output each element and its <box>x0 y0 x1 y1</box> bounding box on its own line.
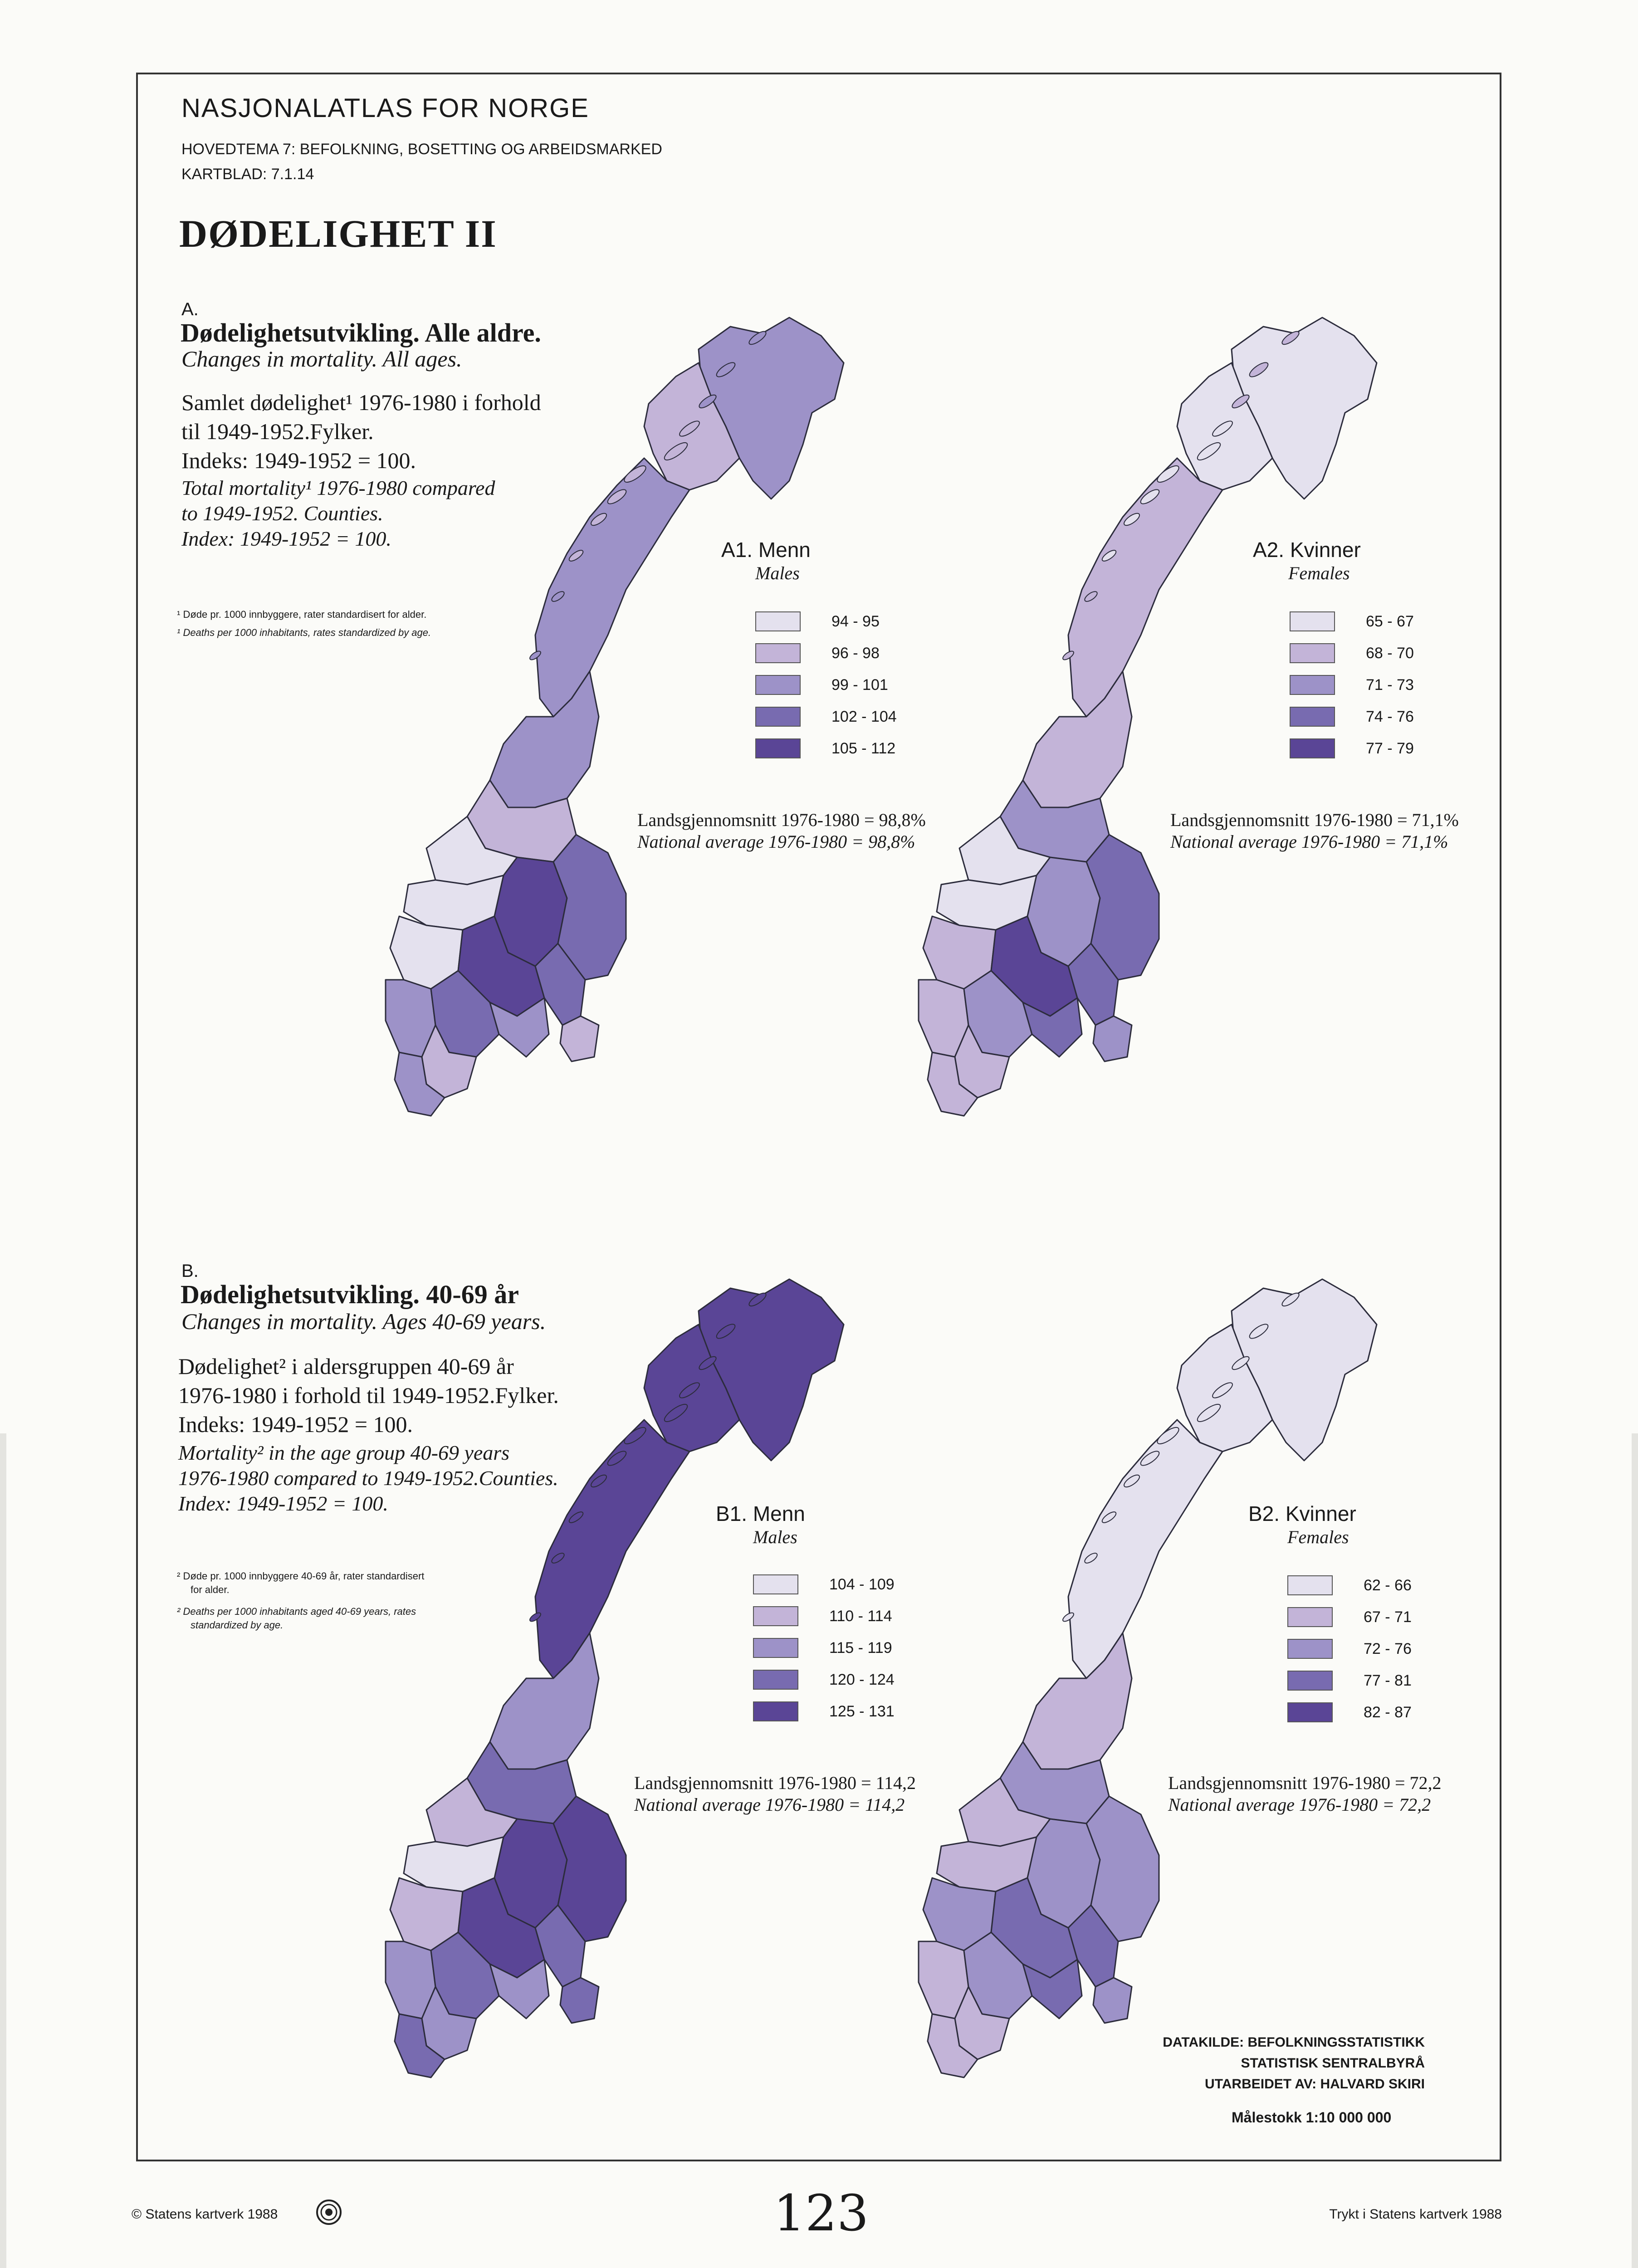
map-b1-average: Landsgjennomsnitt 1976-1980 = 114,2 <box>634 1773 916 1793</box>
legend-swatch <box>755 707 801 727</box>
legend-swatch <box>753 1670 798 1690</box>
section-a-desc-en-1: Total mortality¹ 1976-1980 compared <box>181 476 495 499</box>
section-a-footnote-en: ¹ Deaths per 1000 inhabitants, rates standardized by age. <box>177 627 431 638</box>
credits-agency: STATISTISK SENTRALBYRÅ <box>1241 2056 1425 2071</box>
legend-label: 104 - 109 <box>829 1575 895 1593</box>
legend-label: 62 - 66 <box>1364 1576 1412 1594</box>
legend-label: 72 - 76 <box>1364 1640 1412 1657</box>
county-ostfold <box>1093 1016 1132 1061</box>
map-a1-average: Landsgjennomsnitt 1976-1980 = 98,8% <box>637 810 926 830</box>
legend-label: 71 - 73 <box>1366 676 1414 694</box>
map-a2-label: A2. Kvinner <box>1253 538 1361 562</box>
legend-row <box>753 1632 895 1664</box>
legend-label: 94 - 95 <box>831 612 880 630</box>
credits-author: UTARBEIDET AV: HALVARD SKIRI <box>1205 2077 1425 2092</box>
section-b-footnote-en-1: ² Deaths per 1000 inhabitants aged 40-69 years, rates <box>177 1606 416 1617</box>
section-b-letter: B. <box>181 1261 199 1281</box>
map-a1-label-en: Males <box>755 563 800 583</box>
legend-swatch <box>1290 707 1335 727</box>
legend-row <box>1290 606 1414 637</box>
printed-by: Trykt i Statens kartverk 1988 <box>1329 2207 1502 2222</box>
section-a-desc-en-3: Index: 1949-1952 = 100. <box>181 527 391 550</box>
legend-swatch <box>753 1606 798 1626</box>
legend-row <box>1287 1569 1412 1601</box>
legend-a1 <box>755 606 897 764</box>
section-b-title: Dødelighetsutvikling. 40-69 år <box>181 1280 519 1309</box>
legend-label: 65 - 67 <box>1366 612 1414 630</box>
legend-row <box>1287 1696 1412 1728</box>
legend-row <box>753 1664 895 1696</box>
legend-label: 77 - 79 <box>1366 739 1414 757</box>
map-a2-average-en: National average 1976-1980 = 71,1% <box>1170 831 1448 852</box>
legend-swatch <box>755 675 801 695</box>
section-a-desc-no-3: Indeks: 1949-1952 = 100. <box>181 448 416 473</box>
map-a2-average: Landsgjennomsnitt 1976-1980 = 71,1% <box>1170 810 1459 830</box>
legend-label: 115 - 119 <box>829 1639 892 1657</box>
copyright: © Statens kartverk 1988 <box>132 2207 278 2222</box>
legend-row <box>755 701 897 733</box>
legend-label: 102 - 104 <box>831 708 897 725</box>
legend-swatch <box>1287 1671 1333 1691</box>
section-a-title: Dødelighetsutvikling. Alle aldre. <box>181 318 541 347</box>
county-ostfold <box>560 1016 599 1061</box>
legend-label: 82 - 87 <box>1364 1703 1412 1721</box>
map-b2-average-en: National average 1976-1980 = 72,2 <box>1168 1794 1431 1815</box>
section-b-footnote-en-2: standardized by age. <box>191 1619 284 1631</box>
legend-label: 99 - 101 <box>831 676 888 694</box>
legend-row <box>1290 733 1414 764</box>
map-b1-average-en: National average 1976-1980 = 114,2 <box>634 1794 905 1815</box>
legend-label: 77 - 81 <box>1364 1672 1412 1689</box>
section-b-desc-no-1: Dødelighet² i aldersgruppen 40-69 år <box>178 1354 514 1379</box>
legend-swatch <box>1290 611 1335 631</box>
county-ostfold <box>1093 1978 1132 2023</box>
legend-row <box>755 733 897 764</box>
section-b-desc-no-2: 1976-1980 i forhold til 1949-1952.Fylker. <box>178 1383 559 1408</box>
page-number: 123 <box>773 2184 869 2242</box>
legend-swatch <box>755 738 801 758</box>
atlas-title: NASJONALATLAS FOR NORGE <box>181 93 589 123</box>
credits <box>1163 2032 1425 2095</box>
legend-label: 125 - 131 <box>829 1702 895 1720</box>
legend-a2 <box>1290 606 1414 764</box>
section-a-letter: A. <box>181 299 199 319</box>
county-ostfold <box>560 1978 599 2023</box>
map-a1-label: A1. Menn <box>721 538 811 562</box>
legend-row <box>753 1600 895 1632</box>
map-a1-average-en: National average 1976-1980 = 98,8% <box>637 831 915 852</box>
section-b-desc-en-2: 1976-1980 compared to 1949-1952.Counties. <box>178 1466 558 1490</box>
legend-label: 110 - 114 <box>829 1607 892 1625</box>
legend-label: 96 - 98 <box>831 644 880 662</box>
legend-swatch <box>753 1701 798 1721</box>
legend-row <box>1290 637 1414 669</box>
legend-row <box>1287 1633 1412 1665</box>
map-scale: Målestokk 1:10 000 000 <box>1232 2109 1392 2126</box>
credits-data-source: DATAKILDE: BEFOLKNINGSSTATISTIKK <box>1163 2035 1425 2050</box>
section-a-desc-no-1: Samlet dødelighet¹ 1976-1980 i forhold <box>181 390 541 415</box>
legend-label: 105 - 112 <box>831 739 896 757</box>
legend-row <box>1290 669 1414 701</box>
section-a-desc-no-2: til 1949-1952.Fylker. <box>181 419 374 444</box>
section-a-footnote-no: ¹ Døde pr. 1000 innbyggere, rater standardisert for alder. <box>177 609 427 620</box>
legend-swatch <box>1287 1639 1333 1659</box>
legend-row <box>1290 701 1414 733</box>
section-b-desc-en-1: Mortality² in the age group 40-69 years <box>178 1441 510 1464</box>
section-a-desc-en-2: to 1949-1952. Counties. <box>181 502 383 525</box>
map-b2-label: B2. Kvinner <box>1248 1502 1356 1525</box>
paper-edge-left <box>0 1433 6 2268</box>
map-b2-average: Landsgjennomsnitt 1976-1980 = 72,2 <box>1168 1773 1442 1793</box>
legend-swatch <box>755 611 801 631</box>
legend-label: 74 - 76 <box>1366 708 1414 725</box>
sheet-number: KARTBLAD: 7.1.14 <box>181 166 314 183</box>
section-a-subtitle: Changes in mortality. All ages. <box>181 346 462 371</box>
legend-swatch <box>1287 1607 1333 1627</box>
section-b-footnote-no-2: for alder. <box>191 1584 230 1595</box>
page-title: DØDELIGHET II <box>179 212 497 255</box>
section-b-desc-no-3: Indeks: 1949-1952 = 100. <box>178 1412 413 1437</box>
legend-row <box>753 1696 895 1727</box>
legend-swatch <box>1290 738 1335 758</box>
map-b2-label-en: Females <box>1287 1527 1349 1547</box>
theme-line: HOVEDTEMA 7: BEFOLKNING, BOSETTING OG ARBEIDSMARKED <box>181 141 662 158</box>
legend-row <box>1287 1601 1412 1633</box>
section-b-footnote-no-1: ² Døde pr. 1000 innbyggere 40-69 år, rater standardisert <box>177 1570 425 1582</box>
legend-row <box>755 669 897 701</box>
legend-swatch <box>1290 675 1335 695</box>
legend-swatch <box>1287 1702 1333 1722</box>
legend-row <box>755 606 897 637</box>
legend-swatch <box>753 1574 798 1594</box>
paper-edge-right <box>1632 1433 1638 2268</box>
legend-swatch <box>753 1638 798 1658</box>
legend-label: 68 - 70 <box>1366 644 1414 662</box>
section-b-subtitle: Changes in mortality. Ages 40-69 years. <box>181 1309 546 1334</box>
legend-row <box>753 1569 895 1600</box>
legend-row <box>1287 1665 1412 1696</box>
legend-label: 120 - 124 <box>829 1671 895 1688</box>
legend-swatch <box>1290 643 1335 663</box>
legend-b2 <box>1287 1569 1412 1728</box>
legend-b1 <box>753 1569 895 1727</box>
kartverk-logo-icon <box>313 2196 345 2228</box>
legend-row <box>755 637 897 669</box>
legend-label: 67 - 71 <box>1364 1608 1412 1626</box>
section-b-desc-en-3: Index: 1949-1952 = 100. <box>178 1492 388 1515</box>
map-b1-label: B1. Menn <box>716 1502 805 1525</box>
map-a2-label-en: Females <box>1288 563 1350 583</box>
legend-swatch <box>1287 1575 1333 1595</box>
map-b1-label-en: Males <box>753 1527 797 1547</box>
legend-swatch <box>755 643 801 663</box>
